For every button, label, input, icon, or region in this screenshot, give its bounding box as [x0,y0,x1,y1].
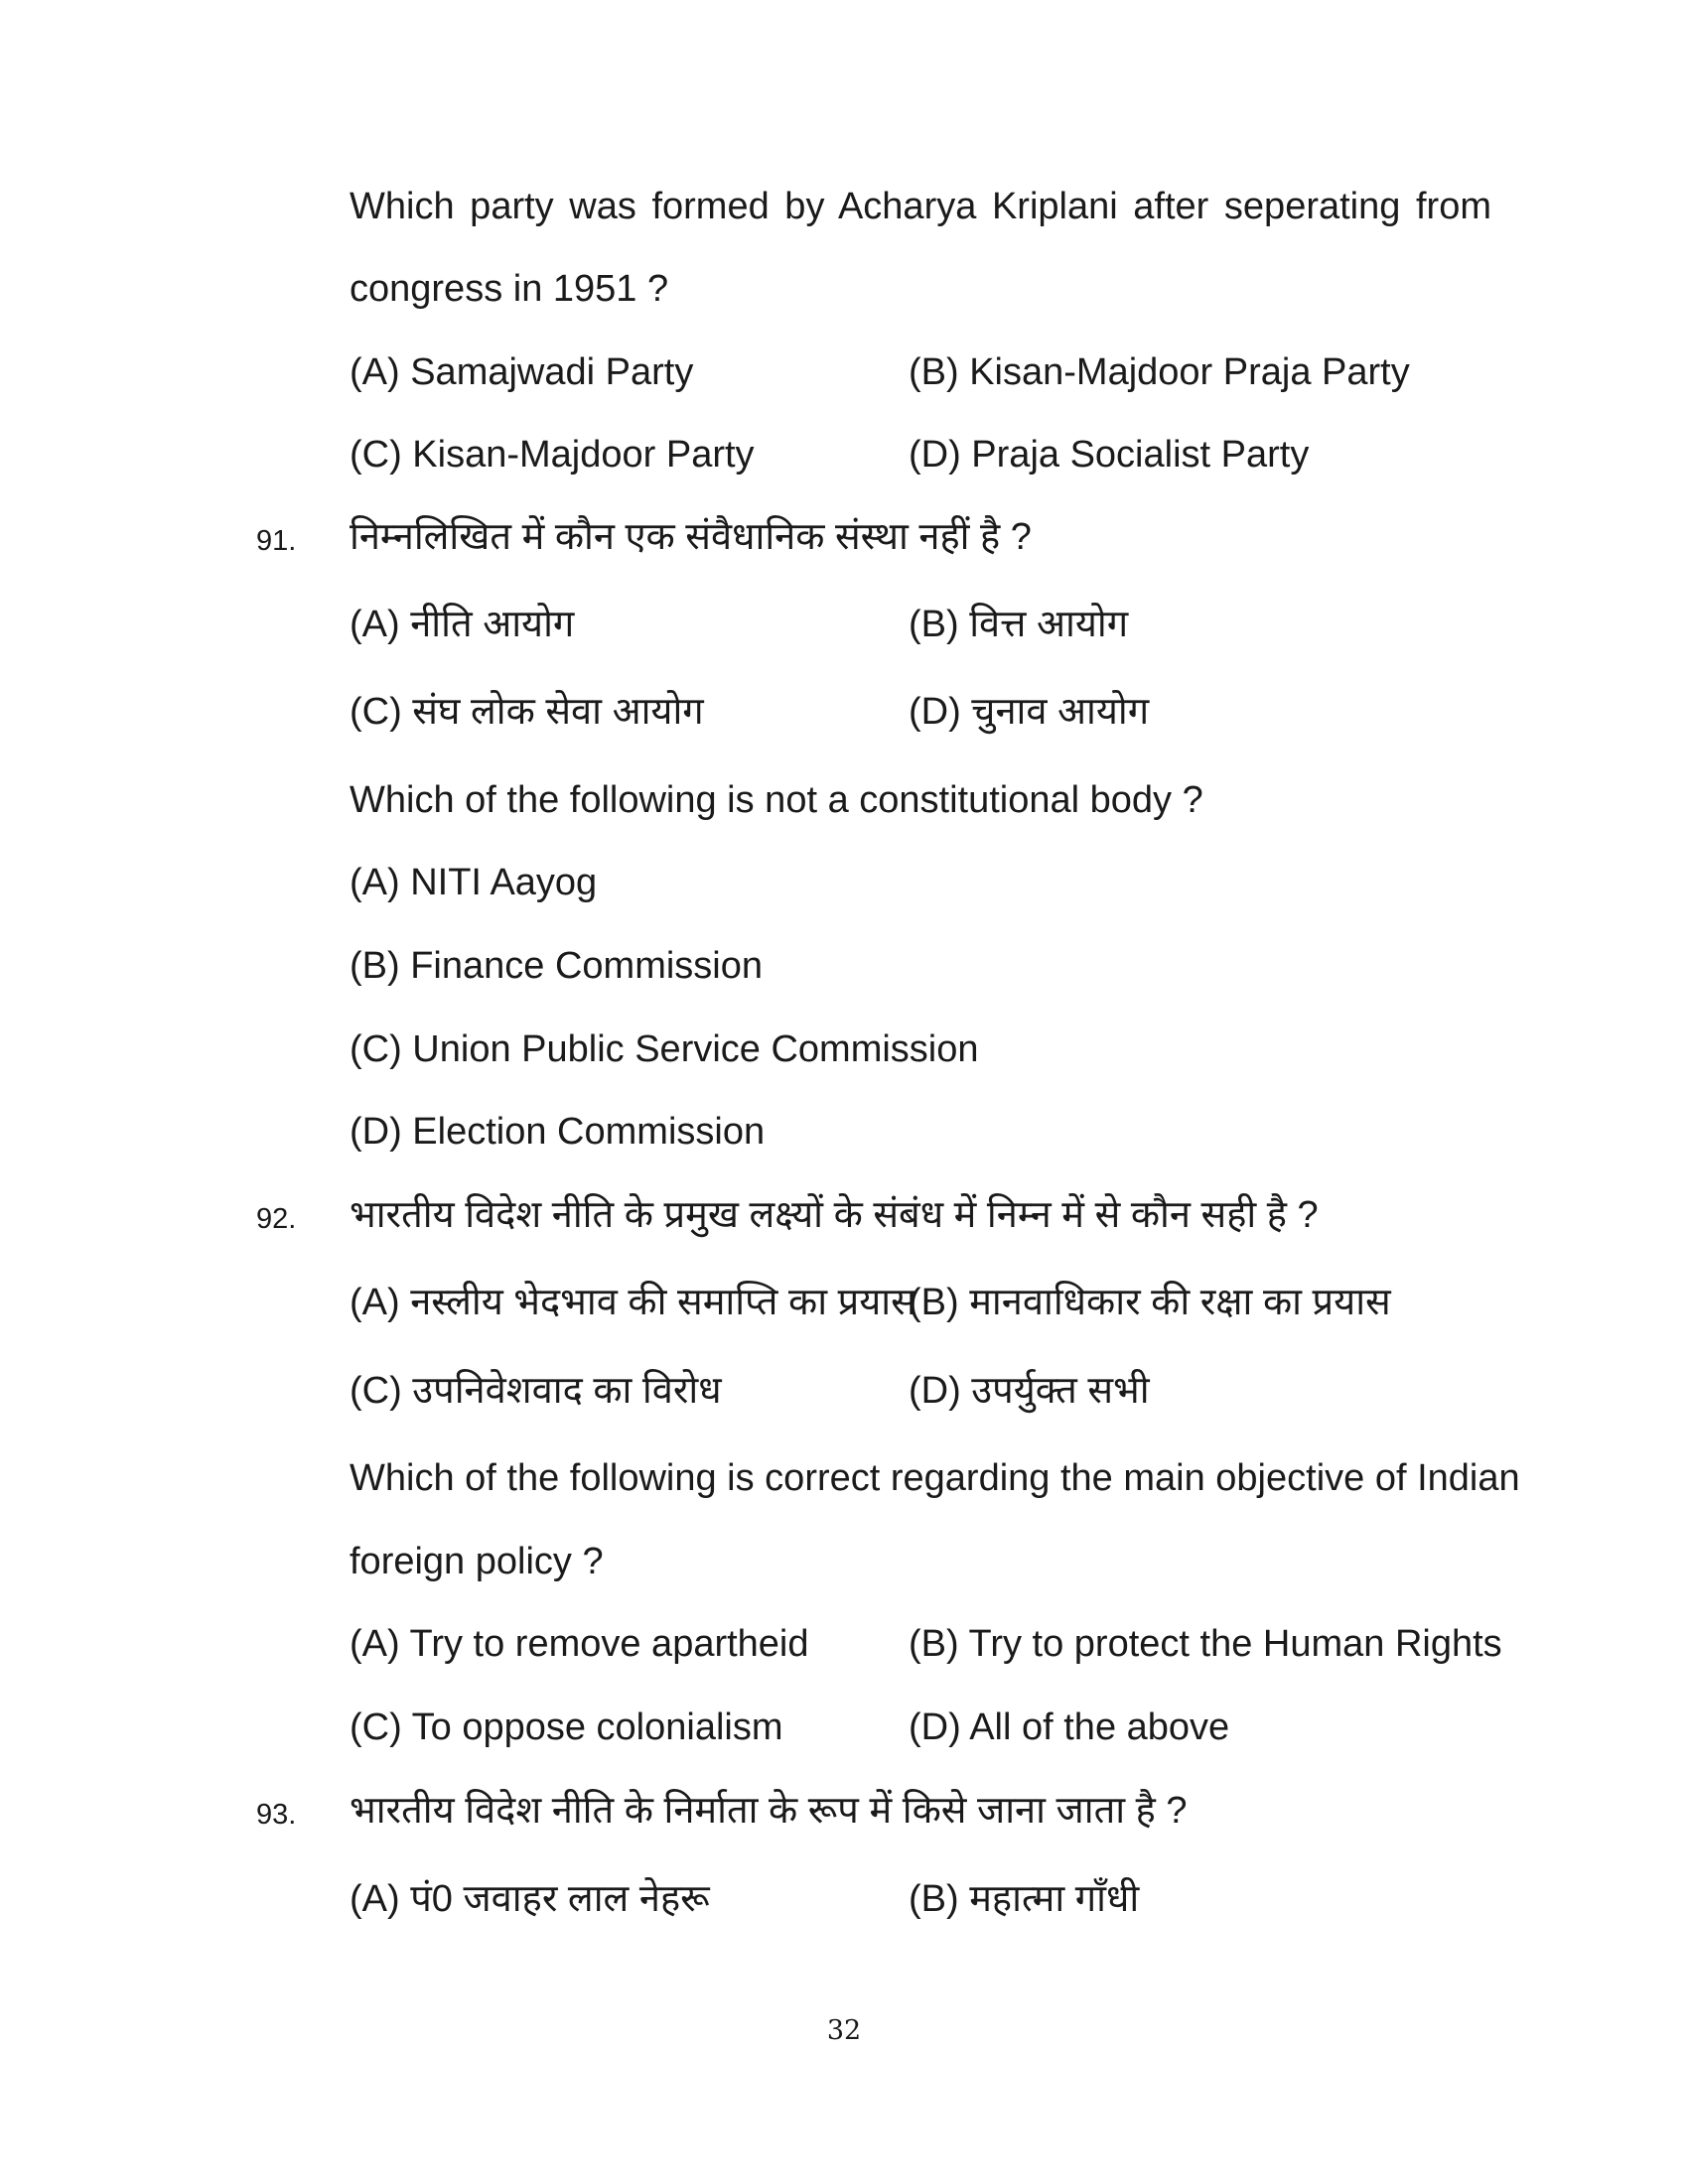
q92-en-option-b: (B) Try to protect the Human Rights [909,1623,1502,1665]
q92-hi-option-d: (D) उपर्युक्त सभी [909,1370,1150,1412]
q91-hi-option-a: (A) नीति आयोग [350,604,575,645]
q91-en-option-d: (D) Election Commission [350,1111,766,1153]
q93-hi-option-a: (A) पं0 जवाहर लाल नेहरू [350,1878,710,1920]
q93-number: 93. [256,1799,297,1831]
q90-en-question-line1: Which party was formed by Acharya Kriplani after seperating from [350,186,1491,227]
q92-hi-option-c: (C) उपनिवेशवाद का विरोध [350,1370,722,1412]
q92-hi-question: भारतीय विदेश नीति के प्रमुख लक्ष्यों के संबंध में निम्न में से कौन सही है ? [350,1194,1319,1236]
q91-hi-option-d: (D) चुनाव आयोग [909,691,1150,733]
q91-en-option-b: (B) Finance Commission [350,945,763,987]
q90-en-option-d: (D) Praja Socialist Party [909,434,1310,476]
q91-en-option-a: (A) NITI Aayog [350,862,598,903]
q92-hi-option-a: (A) नस्लीय भेदभाव की समाप्ति का प्रयास [350,1282,916,1323]
q92-hi-option-b: (B) मानवाधिकार की रक्षा का प्रयास [909,1282,1391,1323]
q91-hi-option-b: (B) वित्त आयोग [909,604,1129,645]
q90-en-question-line2: congress in 1951 ? [350,268,669,310]
q92-en-question-line1: Which of the following is correct regarding the main objective of Indian [350,1457,1520,1499]
q93-hi-option-b: (B) महात्मा गाँधी [909,1878,1140,1920]
q91-number: 91. [256,525,297,557]
q90-en-option-c: (C) Kisan-Majdoor Party [350,434,755,476]
q91-hi-question: निम्नलिखित में कौन एक संवैधानिक संस्था नहीं है ? [350,516,1032,558]
page-number: 32 [826,2015,862,2046]
q93-hi-question: भारतीय विदेश नीति के निर्माता के रूप में किसे जाना जाता है ? [350,1790,1188,1832]
q92-en-option-c: (C) To oppose colonialism [350,1706,783,1748]
q92-number: 92. [256,1203,297,1235]
q91-en-option-c: (C) Union Public Service Commission [350,1028,979,1070]
q92-en-option-a: (A) Try to remove apartheid [350,1623,809,1665]
q90-en-option-b: (B) Kisan-Majdoor Praja Party [909,351,1410,393]
q92-en-question-line2: foreign policy ? [350,1541,604,1582]
q91-hi-option-c: (C) संघ लोक सेवा आयोग [350,691,704,733]
q91-en-question: Which of the following is not a constitutional body ? [350,779,1203,821]
q90-en-option-a: (A) Samajwadi Party [350,351,694,393]
q92-en-option-d: (D) All of the above [909,1706,1230,1748]
